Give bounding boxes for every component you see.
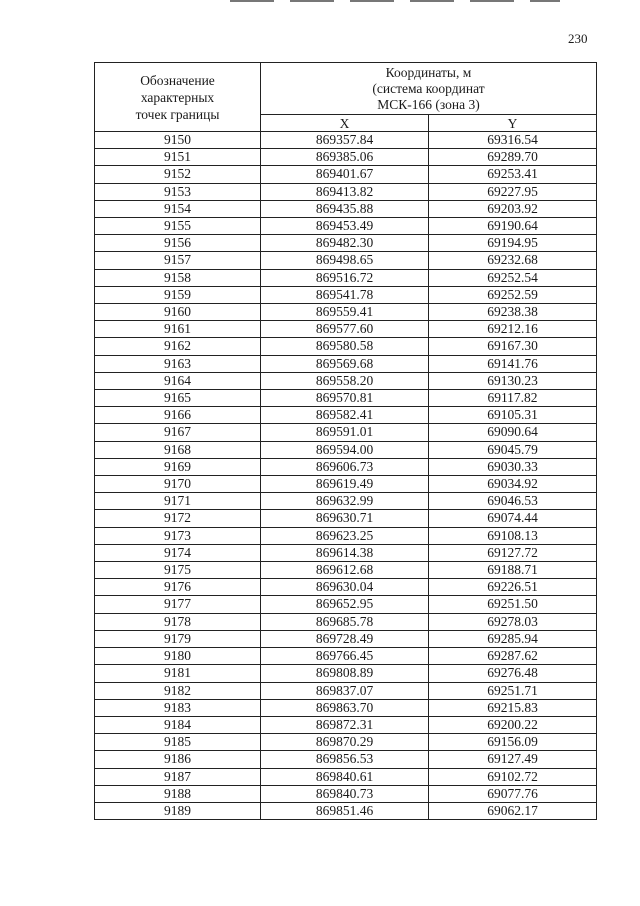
x-coordinate-cell: 869652.95 [261, 596, 429, 613]
point-id-cell: 9158 [95, 269, 261, 286]
header-coordinates-line: МСК-166 (зона 3) [377, 96, 480, 112]
table-row [95, 407, 597, 424]
x-coordinate-cell: 869582.41 [261, 407, 429, 424]
x-coordinate-cell: 869808.89 [261, 665, 429, 682]
x-coordinate-cell: 869558.20 [261, 372, 429, 389]
table-row [95, 441, 597, 458]
y-coordinate-cell: 69227.95 [429, 183, 597, 200]
y-coordinate-cell: 69108.13 [429, 527, 597, 544]
table-row [95, 390, 597, 407]
x-coordinate-cell: 869401.67 [261, 166, 429, 183]
point-id-cell: 9153 [95, 183, 261, 200]
y-coordinate-cell: 69030.33 [429, 458, 597, 475]
x-coordinate-cell: 869632.99 [261, 493, 429, 510]
header-designation-line: характерных [140, 89, 215, 105]
x-coordinate-cell: 869606.73 [261, 458, 429, 475]
x-coordinate-cell: 869872.31 [261, 716, 429, 733]
y-coordinate-cell: 69215.83 [429, 699, 597, 716]
x-coordinate-cell: 869856.53 [261, 751, 429, 768]
y-coordinate-cell: 69156.09 [429, 734, 597, 751]
point-id-cell: 9160 [95, 304, 261, 321]
table-row [95, 424, 597, 441]
table-row [95, 527, 597, 544]
y-coordinate-cell: 69074.44 [429, 510, 597, 527]
point-id-cell: 9155 [95, 218, 261, 235]
point-id-cell: 9176 [95, 579, 261, 596]
point-id-cell: 9188 [95, 785, 261, 802]
y-coordinate-cell: 69203.92 [429, 200, 597, 217]
y-coordinate-cell: 69141.76 [429, 355, 597, 372]
x-coordinate-cell: 869619.49 [261, 476, 429, 493]
point-id-cell: 9157 [95, 252, 261, 269]
y-coordinate-cell: 69130.23 [429, 372, 597, 389]
y-coordinate-cell: 69285.94 [429, 630, 597, 647]
point-id-cell: 9167 [95, 424, 261, 441]
point-id-cell: 9184 [95, 716, 261, 733]
table-row [95, 682, 597, 699]
point-id-cell: 9161 [95, 321, 261, 338]
table-row [95, 183, 597, 200]
table-row [95, 579, 597, 596]
y-coordinate-cell: 69046.53 [429, 493, 597, 510]
x-coordinate-cell: 869766.45 [261, 648, 429, 665]
point-id-cell: 9154 [95, 200, 261, 217]
header-designation [95, 63, 261, 132]
table-row [95, 785, 597, 802]
table-row [95, 544, 597, 561]
y-coordinate-cell: 69287.62 [429, 648, 597, 665]
table-row [95, 218, 597, 235]
point-id-cell: 9168 [95, 441, 261, 458]
y-coordinate-cell: 69127.72 [429, 544, 597, 561]
x-coordinate-cell: 869413.82 [261, 183, 429, 200]
scan-edge-marks [230, 0, 560, 2]
x-coordinate-cell: 869559.41 [261, 304, 429, 321]
table-row [95, 476, 597, 493]
point-id-cell: 9152 [95, 166, 261, 183]
point-id-cell: 9173 [95, 527, 261, 544]
y-coordinate-cell: 69253.41 [429, 166, 597, 183]
point-id-cell: 9180 [95, 648, 261, 665]
y-coordinate-cell: 69127.49 [429, 751, 597, 768]
y-coordinate-cell: 69251.50 [429, 596, 597, 613]
x-coordinate-cell: 869569.68 [261, 355, 429, 372]
table-row [95, 252, 597, 269]
x-coordinate-cell: 869435.88 [261, 200, 429, 217]
y-coordinate-cell: 69276.48 [429, 665, 597, 682]
table-header [95, 63, 597, 132]
x-coordinate-cell: 869594.00 [261, 441, 429, 458]
table-row [95, 458, 597, 475]
x-coordinate-cell: 869541.78 [261, 286, 429, 303]
y-coordinate-cell: 69251.71 [429, 682, 597, 699]
table-row [95, 493, 597, 510]
table-row [95, 510, 597, 527]
table-row [95, 132, 597, 149]
x-coordinate-cell: 869614.38 [261, 544, 429, 561]
y-coordinate-cell: 69105.31 [429, 407, 597, 424]
point-id-cell: 9179 [95, 630, 261, 647]
point-id-cell: 9172 [95, 510, 261, 527]
y-coordinate-cell: 69316.54 [429, 132, 597, 149]
table-body [95, 132, 597, 820]
point-id-cell: 9182 [95, 682, 261, 699]
x-coordinate-cell: 869482.30 [261, 235, 429, 252]
y-coordinate-cell: 69190.64 [429, 218, 597, 235]
y-coordinate-cell: 69062.17 [429, 802, 597, 819]
table-row [95, 648, 597, 665]
x-coordinate-cell: 869591.01 [261, 424, 429, 441]
y-coordinate-cell: 69252.54 [429, 269, 597, 286]
y-coordinate-cell: 69090.64 [429, 424, 597, 441]
point-id-cell: 9169 [95, 458, 261, 475]
x-coordinate-cell: 869685.78 [261, 613, 429, 630]
y-coordinate-cell: 69188.71 [429, 562, 597, 579]
y-coordinate-cell: 69117.82 [429, 390, 597, 407]
point-id-cell: 9156 [95, 235, 261, 252]
header-coordinates [261, 63, 597, 115]
table-row [95, 355, 597, 372]
header-coordinates-line: Координаты, м [385, 64, 472, 80]
x-coordinate-cell: 869570.81 [261, 390, 429, 407]
point-id-cell: 9165 [95, 390, 261, 407]
header-y: Y [429, 115, 597, 132]
x-coordinate-cell: 869498.65 [261, 252, 429, 269]
y-coordinate-cell: 69252.59 [429, 286, 597, 303]
table-row [95, 802, 597, 819]
point-id-cell: 9164 [95, 372, 261, 389]
point-id-cell: 9187 [95, 768, 261, 785]
header-x: X [261, 115, 429, 132]
x-coordinate-cell: 869580.58 [261, 338, 429, 355]
x-coordinate-cell: 869728.49 [261, 630, 429, 647]
x-coordinate-cell: 869612.68 [261, 562, 429, 579]
point-id-cell: 9170 [95, 476, 261, 493]
point-id-cell: 9181 [95, 665, 261, 682]
table-row [95, 665, 597, 682]
x-coordinate-cell: 869453.49 [261, 218, 429, 235]
page-number: 230 [568, 31, 588, 46]
table-row [95, 166, 597, 183]
x-coordinate-cell: 869630.04 [261, 579, 429, 596]
table-row [95, 200, 597, 217]
header-designation-line: точек границы [135, 106, 220, 122]
y-coordinate-cell: 69034.92 [429, 476, 597, 493]
point-id-cell: 9185 [95, 734, 261, 751]
point-id-cell: 9166 [95, 407, 261, 424]
table-row [95, 716, 597, 733]
table-row [95, 630, 597, 647]
table-row [95, 338, 597, 355]
header-coordinates-line: (система координат [372, 80, 485, 96]
table-row [95, 751, 597, 768]
x-coordinate-cell: 869851.46 [261, 802, 429, 819]
point-id-cell: 9171 [95, 493, 261, 510]
x-coordinate-cell: 869630.71 [261, 510, 429, 527]
table-row [95, 768, 597, 785]
x-coordinate-cell: 869516.72 [261, 269, 429, 286]
y-coordinate-cell: 69238.38 [429, 304, 597, 321]
y-coordinate-cell: 69226.51 [429, 579, 597, 596]
y-coordinate-cell: 69289.70 [429, 149, 597, 166]
y-coordinate-cell: 69102.72 [429, 768, 597, 785]
table-row [95, 372, 597, 389]
table-row [95, 596, 597, 613]
point-id-cell: 9178 [95, 613, 261, 630]
x-coordinate-cell: 869623.25 [261, 527, 429, 544]
point-id-cell: 9186 [95, 751, 261, 768]
point-id-cell: 9183 [95, 699, 261, 716]
x-coordinate-cell: 869385.06 [261, 149, 429, 166]
table-row [95, 235, 597, 252]
table-row [95, 149, 597, 166]
point-id-cell: 9189 [95, 802, 261, 819]
point-id-cell: 9163 [95, 355, 261, 372]
point-id-cell: 9174 [95, 544, 261, 561]
header-designation-line: Обозначение [140, 72, 215, 88]
x-coordinate-cell: 869840.73 [261, 785, 429, 802]
point-id-cell: 9151 [95, 149, 261, 166]
table-row [95, 562, 597, 579]
point-id-cell: 9177 [95, 596, 261, 613]
x-coordinate-cell: 869863.70 [261, 699, 429, 716]
y-coordinate-cell: 69232.68 [429, 252, 597, 269]
table-row [95, 269, 597, 286]
table-row [95, 304, 597, 321]
y-coordinate-cell: 69077.76 [429, 785, 597, 802]
table-row [95, 699, 597, 716]
x-coordinate-cell: 869837.07 [261, 682, 429, 699]
y-coordinate-cell: 69200.22 [429, 716, 597, 733]
x-coordinate-cell: 869357.84 [261, 132, 429, 149]
coordinates-table [94, 62, 597, 820]
x-coordinate-cell: 869840.61 [261, 768, 429, 785]
table-row [95, 734, 597, 751]
table-row [95, 613, 597, 630]
y-coordinate-cell: 69212.16 [429, 321, 597, 338]
y-coordinate-cell: 69167.30 [429, 338, 597, 355]
point-id-cell: 9175 [95, 562, 261, 579]
point-id-cell: 9159 [95, 286, 261, 303]
point-id-cell: 9162 [95, 338, 261, 355]
y-coordinate-cell: 69278.03 [429, 613, 597, 630]
table-row [95, 286, 597, 303]
y-coordinate-cell: 69045.79 [429, 441, 597, 458]
x-coordinate-cell: 869577.60 [261, 321, 429, 338]
table-row [95, 321, 597, 338]
x-coordinate-cell: 869870.29 [261, 734, 429, 751]
y-coordinate-cell: 69194.95 [429, 235, 597, 252]
point-id-cell: 9150 [95, 132, 261, 149]
